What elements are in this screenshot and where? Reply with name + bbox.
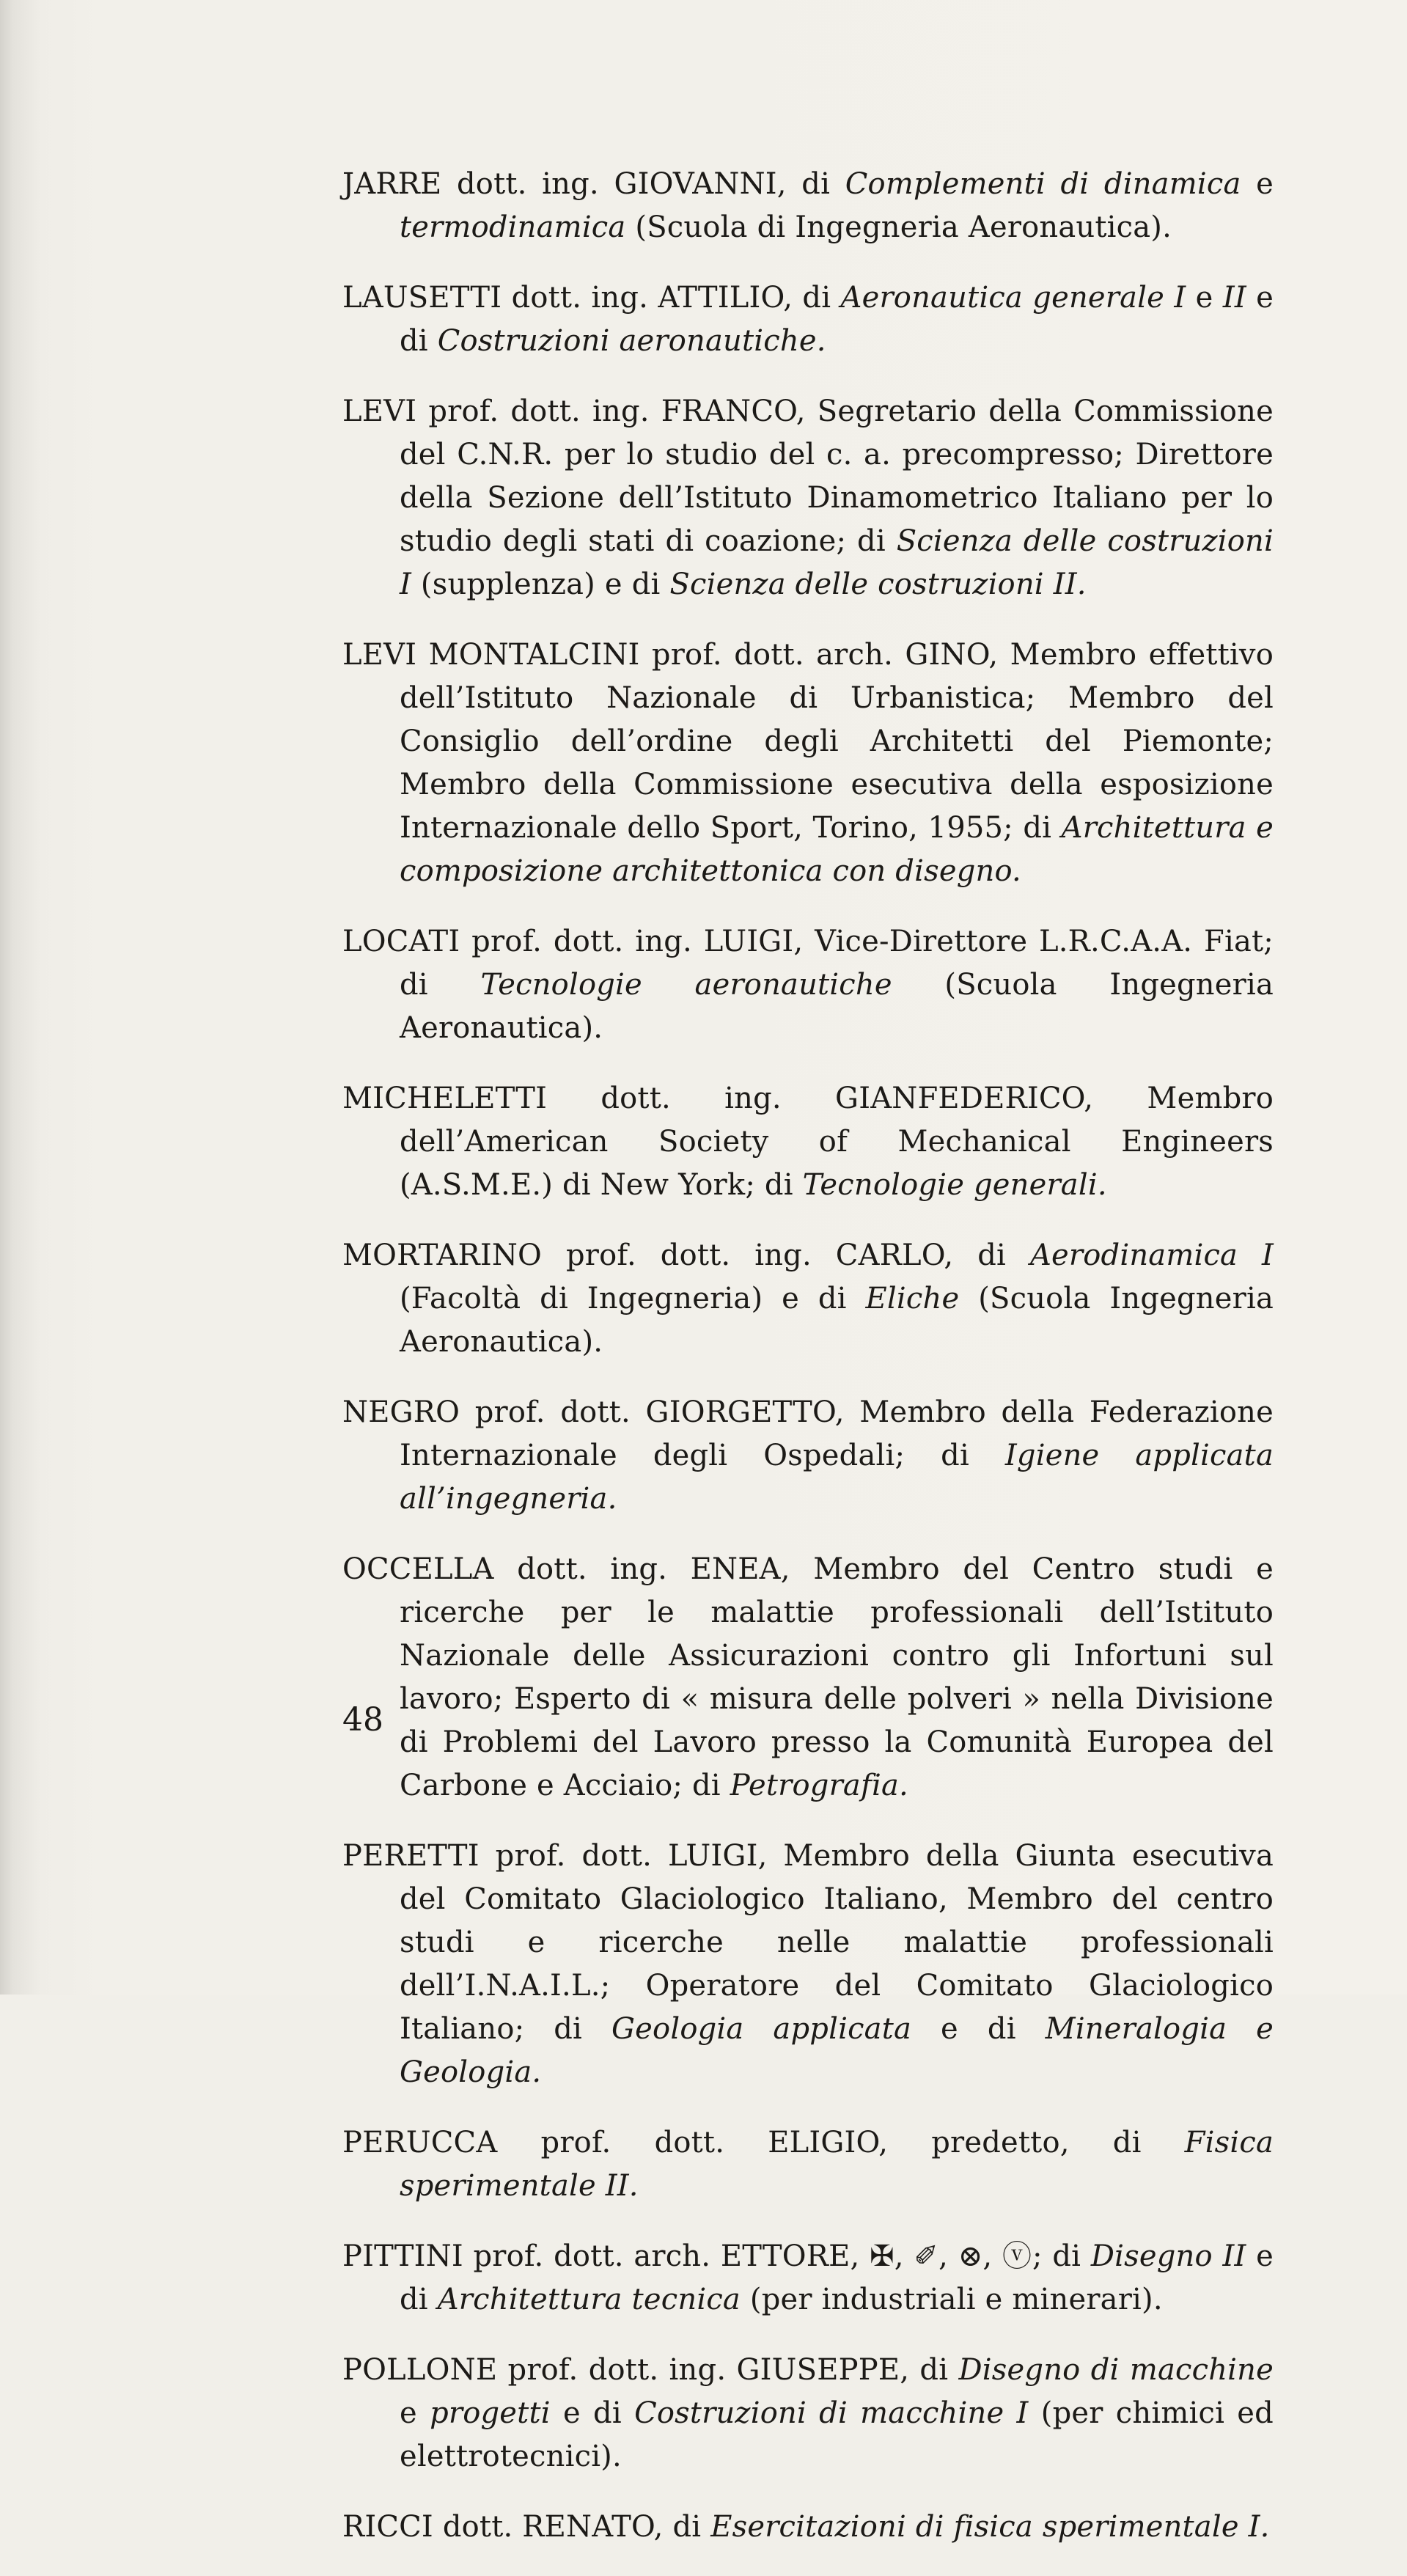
course-title: Disegno II — [1090, 2239, 1246, 2273]
course-title: Aeronautica generale I — [840, 281, 1186, 315]
page-number: 48 — [342, 1701, 383, 1739]
entry-lausetti — [342, 276, 1274, 363]
entry-text: LAUSETTI dott. ing. ATTILIO, di — [342, 281, 841, 315]
entry-text: e — [400, 2396, 430, 2430]
course-title: Fisica sperimentale II. — [400, 2126, 1274, 2203]
course-title: progetti — [430, 2396, 551, 2430]
entry-text: (per industriali e minerari). — [740, 2283, 1163, 2316]
course-title: Aerodinamica I — [1029, 1239, 1274, 1272]
entry-text: (supplenza) e di — [411, 568, 670, 601]
entry-text: PERETTI prof. dott. LUIGI, Membro della Giunta esecutiva del Comitato Glaciologico Italiano, Membro del centro studi e ricerche nelle malattie professionali dell’I.N.A.I.L.; Operatore del Comitato Glaciologico Italiano; di — [342, 1839, 1274, 2046]
entry-text: e — [1241, 167, 1274, 201]
course-title: Scienza delle costruzioni I — [400, 524, 1274, 601]
entry-levi-montalcini — [342, 634, 1274, 893]
entry-perucca — [342, 2121, 1274, 2208]
course-title: Costruzioni aeronautiche. — [437, 324, 826, 358]
entry-peretti — [342, 1835, 1274, 2094]
course-title: Disegno di macchine — [958, 2353, 1274, 2387]
course-title: Costruzioni di macchine I — [634, 2396, 1029, 2430]
entry-pollone — [342, 2349, 1274, 2478]
course-title: Mineralogia e Geologia. — [400, 2012, 1274, 2089]
entry-text: e di — [400, 2239, 1274, 2316]
course-title: Scienza delle costruzioni II. — [669, 568, 1087, 601]
entry-text: e di — [911, 2012, 1046, 2046]
course-title: Complementi di dinamica — [845, 167, 1241, 201]
course-title: Geologia applicata — [611, 2012, 912, 2046]
entry-occella — [342, 1548, 1274, 1808]
entry-text: (Facoltà di Ingegneria) e di — [400, 1282, 866, 1315]
entry-text: (Scuola Ingegneria Aeronautica). — [400, 1282, 1274, 1359]
course-title: Igiene applicata all’ingegneria. — [400, 1439, 1274, 1516]
entry-text: LOCATI prof. dott. ing. LUIGI, Vice-Direttore L.R.C.A.A. Fiat; di — [342, 925, 1274, 1002]
entry-text: RICCI dott. RENATO, di — [342, 2510, 711, 2544]
entry-text: (per chimici ed elettrotecnici). — [400, 2396, 1274, 2473]
entry-negro — [342, 1391, 1274, 1521]
entry-text: PERUCCA prof. dott. ELIGIO, predetto, di — [342, 2126, 1185, 2159]
entry-jarre — [342, 163, 1274, 249]
entry-text: e — [1186, 281, 1223, 315]
entry-text: LEVI MONTALCINI prof. dott. arch. GINO, Membro effettivo dell’Istituto Nazionale di Urbanistica; Membro del Consiglio dell’ordine degli Architetti del Piemonte; Membro della Commissione esecutiva della esposizione Internazionale dello Sport, Torino, 1955; di — [342, 638, 1274, 845]
course-title: Architettura e composizione architettonica con disegno. — [400, 811, 1274, 888]
course-title: Tecnologie aeronautiche — [480, 968, 892, 1002]
course-title: termodinamica — [400, 210, 626, 244]
entry-text: e di — [550, 2396, 635, 2430]
course-title: Esercitazioni di fisica sperimentale I. — [710, 2510, 1270, 2544]
entry-text: LEVI prof. dott. ing. FRANCO, Segretario della Commissione del C.N.R. per lo studio del c. a. precompresso; Direttore della Sezione dell’Istituto Dinamometrico Italiano per lo studio degli stati di coazione; di — [342, 395, 1274, 558]
course-title: Petrografia. — [730, 1769, 908, 1802]
entry-ricci — [342, 2506, 1274, 2549]
entry-text: JARRE dott. ing. GIOVANNI, di — [342, 167, 845, 201]
entry-text: MORTARINO prof. dott. ing. CARLO, di — [342, 1239, 1030, 1272]
course-title: Tecnologie generali. — [802, 1168, 1107, 1202]
course-title: II — [1222, 281, 1246, 315]
course-title: Architettura tecnica — [437, 2283, 741, 2316]
entry-mortarino — [342, 1234, 1274, 1364]
entry-text: NEGRO prof. dott. GIORGETTO, Membro della Federazione Internazionale degli Ospedali; di — [342, 1395, 1274, 1472]
entry-text: MICHELETTI dott. ing. GIANFEDERICO, Membro dell’American Society of Mechanical Engineers (A.S.M.E.) di New York; di — [342, 1082, 1274, 1202]
entry-list — [342, 163, 1274, 2576]
entry-text: (Scuola Ingegneria Aeronautica). — [400, 968, 1274, 1045]
entry-text: e di — [400, 281, 1274, 358]
entry-text: (Scuola di Ingegneria Aeronautica). — [625, 210, 1172, 244]
entry-micheletti — [342, 1077, 1274, 1207]
course-title: Eliche — [865, 1282, 960, 1315]
entry-pittini — [342, 2235, 1274, 2322]
entry-levi — [342, 390, 1274, 606]
entry-locati — [342, 920, 1274, 1050]
entry-text: POLLONE prof. dott. ing. GIUSEPPE, di — [342, 2353, 959, 2387]
entry-text: PITTINI prof. dott. arch. ETTORE, ✠, ✐, ⊗, ⓥ; di — [342, 2239, 1091, 2273]
entry-text: OCCELLA dott. ing. ENEA, Membro del Centro studi e ricerche per le malattie professionali dell’Istituto Nazionale delle Assicurazioni contro gli Infortuni sul lavoro; Esperto di « misura delle polveri » nella Divisione di Problemi del Lavoro presso la Comunità Europea del Carbone e Acciaio; di — [342, 1552, 1274, 1802]
